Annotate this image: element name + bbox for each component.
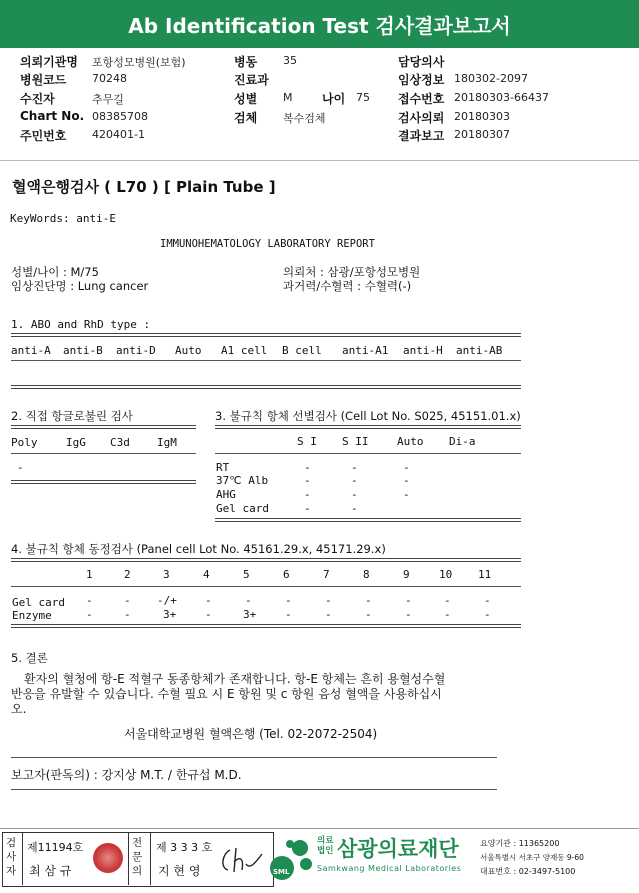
panel-col: 3 (163, 568, 170, 581)
panel-col: 10 (439, 568, 453, 581)
screen-header: Di-a (449, 435, 476, 448)
screen-cell: - (351, 502, 358, 515)
label-doctor: 담당의사 (398, 55, 445, 69)
abo-header: anti-A (11, 344, 51, 357)
inspector-label: 검사자 (6, 837, 17, 877)
reporter: 보고자(판독의) : 강지상 M.T. / 한규섭 M.D. (11, 768, 242, 782)
label-report-date: 결과보고 (398, 129, 445, 143)
label-resident-no: 주민번호 (20, 129, 67, 143)
panel-cell: - (484, 608, 491, 621)
value-receipt-no: 20180303-66437 (454, 91, 549, 104)
panel-col: 8 (363, 568, 370, 581)
panel-cell: 3+ (163, 608, 177, 621)
conclusion-line: 환자의 혈청에 항-E 적혈구 동종항체가 존재합니다. 항-E 항체는 흔히 용혈성수혈 (24, 672, 446, 686)
double-rule (215, 425, 521, 429)
rule (215, 453, 521, 454)
dat-header: IgG (66, 436, 86, 449)
foundation-name: 삼광의료재단 (337, 837, 459, 861)
double-rule (11, 385, 521, 389)
foundation-phone: 대표번호 : 02-3497-5100 (480, 867, 576, 876)
panel-row-label: Enzyme (12, 609, 52, 622)
double-rule (11, 425, 196, 429)
foundation-en: Samkwang Medical Laboratories (317, 864, 462, 873)
abo-header: A1 cell (221, 344, 268, 357)
dat-header: C3d (110, 436, 130, 449)
inspector-name: 최 삼 규 (29, 864, 72, 878)
abo-header: anti-H (403, 344, 443, 357)
label-age: 나이 (322, 92, 346, 106)
value-resident-no: 420401-1 (92, 128, 145, 141)
value-age: 75 (356, 91, 370, 104)
value-institution: 포항성모병원(보험) (92, 56, 186, 69)
screen-header: Auto (397, 435, 424, 448)
dat-title: 2. 직접 항글로불린 검사 (11, 409, 133, 423)
label-ward: 병동 (234, 55, 258, 69)
double-rule (11, 333, 521, 337)
screen-row-label: RT (216, 461, 230, 474)
label-department: 진료과 (234, 73, 269, 87)
rule (11, 757, 497, 758)
panel-col: 6 (283, 568, 290, 581)
dat-header: IgM (157, 436, 177, 449)
rule (11, 453, 196, 454)
label-receipt-no: 접수번호 (398, 92, 445, 106)
panel-col: 4 (203, 568, 210, 581)
keywords: KeyWords: anti-E (10, 212, 116, 225)
label-clinical-info: 임상정보 (398, 73, 445, 87)
foundation-prefix: 의료법인 (317, 836, 334, 856)
specialist-label: 전문의 (132, 837, 143, 877)
foundation-logo-icon (268, 834, 316, 884)
lab-title: IMMUNOHEMATOLOGY LABORATORY REPORT (160, 238, 375, 250)
panel-title: 4. 불규칙 항체 동정검사 (Panel cell Lot No. 45161.29.x, 45171.29.x) (11, 542, 386, 556)
panel-cell: - (365, 608, 372, 621)
conclusion-line: 오. (11, 702, 27, 716)
page-title: Ab Identification Test 검사결과보고서 (128, 14, 511, 38)
panel-row-label: Gel card (12, 596, 65, 609)
abo-header: B cell (282, 344, 322, 357)
rule (11, 360, 521, 361)
panel-cell: 3+ (243, 608, 257, 621)
value-request-date: 20180303 (454, 110, 510, 123)
panel-cell: - (124, 608, 131, 621)
label-chart-no: Chart No. (20, 109, 85, 123)
screen-cell: - (304, 488, 311, 501)
abo-header: Auto (175, 344, 202, 357)
double-rule (11, 624, 521, 628)
panel-cell: - (365, 594, 372, 607)
panel-cell: - (325, 608, 332, 621)
screen-header: S I (297, 435, 317, 448)
history: 과거력/수혈력 : 수혈력(-) (283, 279, 412, 293)
label-request-date: 검사의뢰 (398, 111, 445, 125)
screen-title: 3. 불규칙 항체 선별검사 (Cell Lot No. S025, 45151.01.x) (215, 409, 521, 423)
screen-cell: - (403, 461, 410, 474)
screen-row-label: Gel card (216, 502, 269, 515)
panel-col: 7 (323, 568, 330, 581)
screen-cell: - (304, 461, 311, 474)
screen-cell: - (304, 502, 311, 515)
rule (128, 832, 129, 885)
screen-cell: - (351, 461, 358, 474)
panel-col: 11 (478, 568, 492, 581)
panel-col: 1 (86, 568, 93, 581)
screen-cell: - (304, 474, 311, 487)
label-hospital-code: 병원코드 (20, 73, 67, 87)
abo-header: anti-AB (456, 344, 503, 357)
panel-cell: - (205, 608, 212, 621)
panel-cell: -/+ (157, 594, 177, 607)
rule (22, 832, 23, 885)
value-sex: M (283, 91, 293, 104)
panel-cell: - (86, 594, 93, 607)
signature-icon (216, 842, 266, 876)
screen-cell: - (351, 488, 358, 501)
panel-cell: - (484, 594, 491, 607)
label-sex: 성별 (234, 92, 258, 106)
screen-cell: - (403, 488, 410, 501)
value-report-date: 20180307 (454, 128, 510, 141)
panel-col: 2 (124, 568, 131, 581)
value-patient: 추무길 (92, 93, 124, 106)
foundation-address: 서울특별시 서초구 양재동 9-60 (480, 853, 584, 862)
panel-cell: - (285, 608, 292, 621)
value-chart-no: 08385708 (92, 110, 148, 123)
panel-cell: - (325, 594, 332, 607)
seal-stamp (93, 843, 123, 873)
diagnosis: 임상진단명 : Lung cancer (11, 279, 149, 293)
panel-cell: - (444, 594, 451, 607)
label-specimen: 검체 (234, 111, 258, 125)
panel-cell: - (444, 608, 451, 621)
panel-col: 5 (243, 568, 250, 581)
value-clinical-info: 180302-2097 (454, 72, 528, 85)
abo-header: anti-D (116, 344, 156, 357)
abo-header: anti-B (63, 344, 103, 357)
sex-age: 성별/나이 : M/75 (11, 265, 99, 279)
requester: 의뢰처 : 삼광/포항성모병원 (283, 265, 421, 279)
label-patient: 수진자 (20, 92, 55, 106)
divider (0, 160, 639, 161)
section-title: 혈액은행검사 ( L70 ) [ Plain Tube ] (12, 178, 276, 196)
footer-divider (0, 828, 639, 829)
hospital-contact: 서울대학교병원 혈액은행 (Tel. 02-2072-2504) (124, 727, 378, 741)
abo-title: 1. ABO and RhD type : (11, 318, 151, 331)
screen-cell: - (403, 474, 410, 487)
panel-cell: - (285, 594, 292, 607)
panel-cell: - (245, 594, 252, 607)
dat-header: Poly (11, 436, 38, 449)
double-rule (11, 480, 196, 484)
conclusion-title: 5. 결론 (11, 651, 48, 665)
panel-col: 9 (403, 568, 410, 581)
screen-row-label: 37℃ Alb (216, 474, 269, 487)
double-rule (215, 518, 521, 522)
rule (150, 832, 151, 885)
logo-text: SML (273, 868, 290, 876)
panel-cell: - (405, 608, 412, 621)
panel-cell: - (405, 594, 412, 607)
label-institution: 의뢰기관명 (20, 55, 78, 69)
panel-cell: - (124, 594, 131, 607)
panel-cell: - (205, 594, 212, 607)
value-hospital-code: 70248 (92, 72, 127, 85)
conclusion-line: 반응을 유발할 수 있습니다. 수혈 필요 시 E 항원 및 c 항원 음성 혈액을 사용하십시 (11, 687, 442, 701)
rule (11, 586, 521, 587)
specialist-license: 제 3 3 3 호 (156, 841, 213, 854)
panel-cell: - (86, 608, 93, 621)
institution-code: 요양기관 : 11365200 (480, 839, 560, 848)
rule (11, 789, 497, 790)
specialist-name: 지 현 영 (158, 864, 201, 878)
screen-cell: - (351, 474, 358, 487)
inspector-license: 제11194호 (27, 841, 84, 854)
value-ward: 35 (283, 54, 297, 67)
value-specimen: 복수검체 (283, 112, 326, 125)
screen-row-label: AHG (216, 488, 236, 501)
dat-value: - (17, 461, 24, 474)
screen-header: S II (342, 435, 369, 448)
abo-header: anti-A1 (342, 344, 389, 357)
double-rule (11, 558, 521, 562)
